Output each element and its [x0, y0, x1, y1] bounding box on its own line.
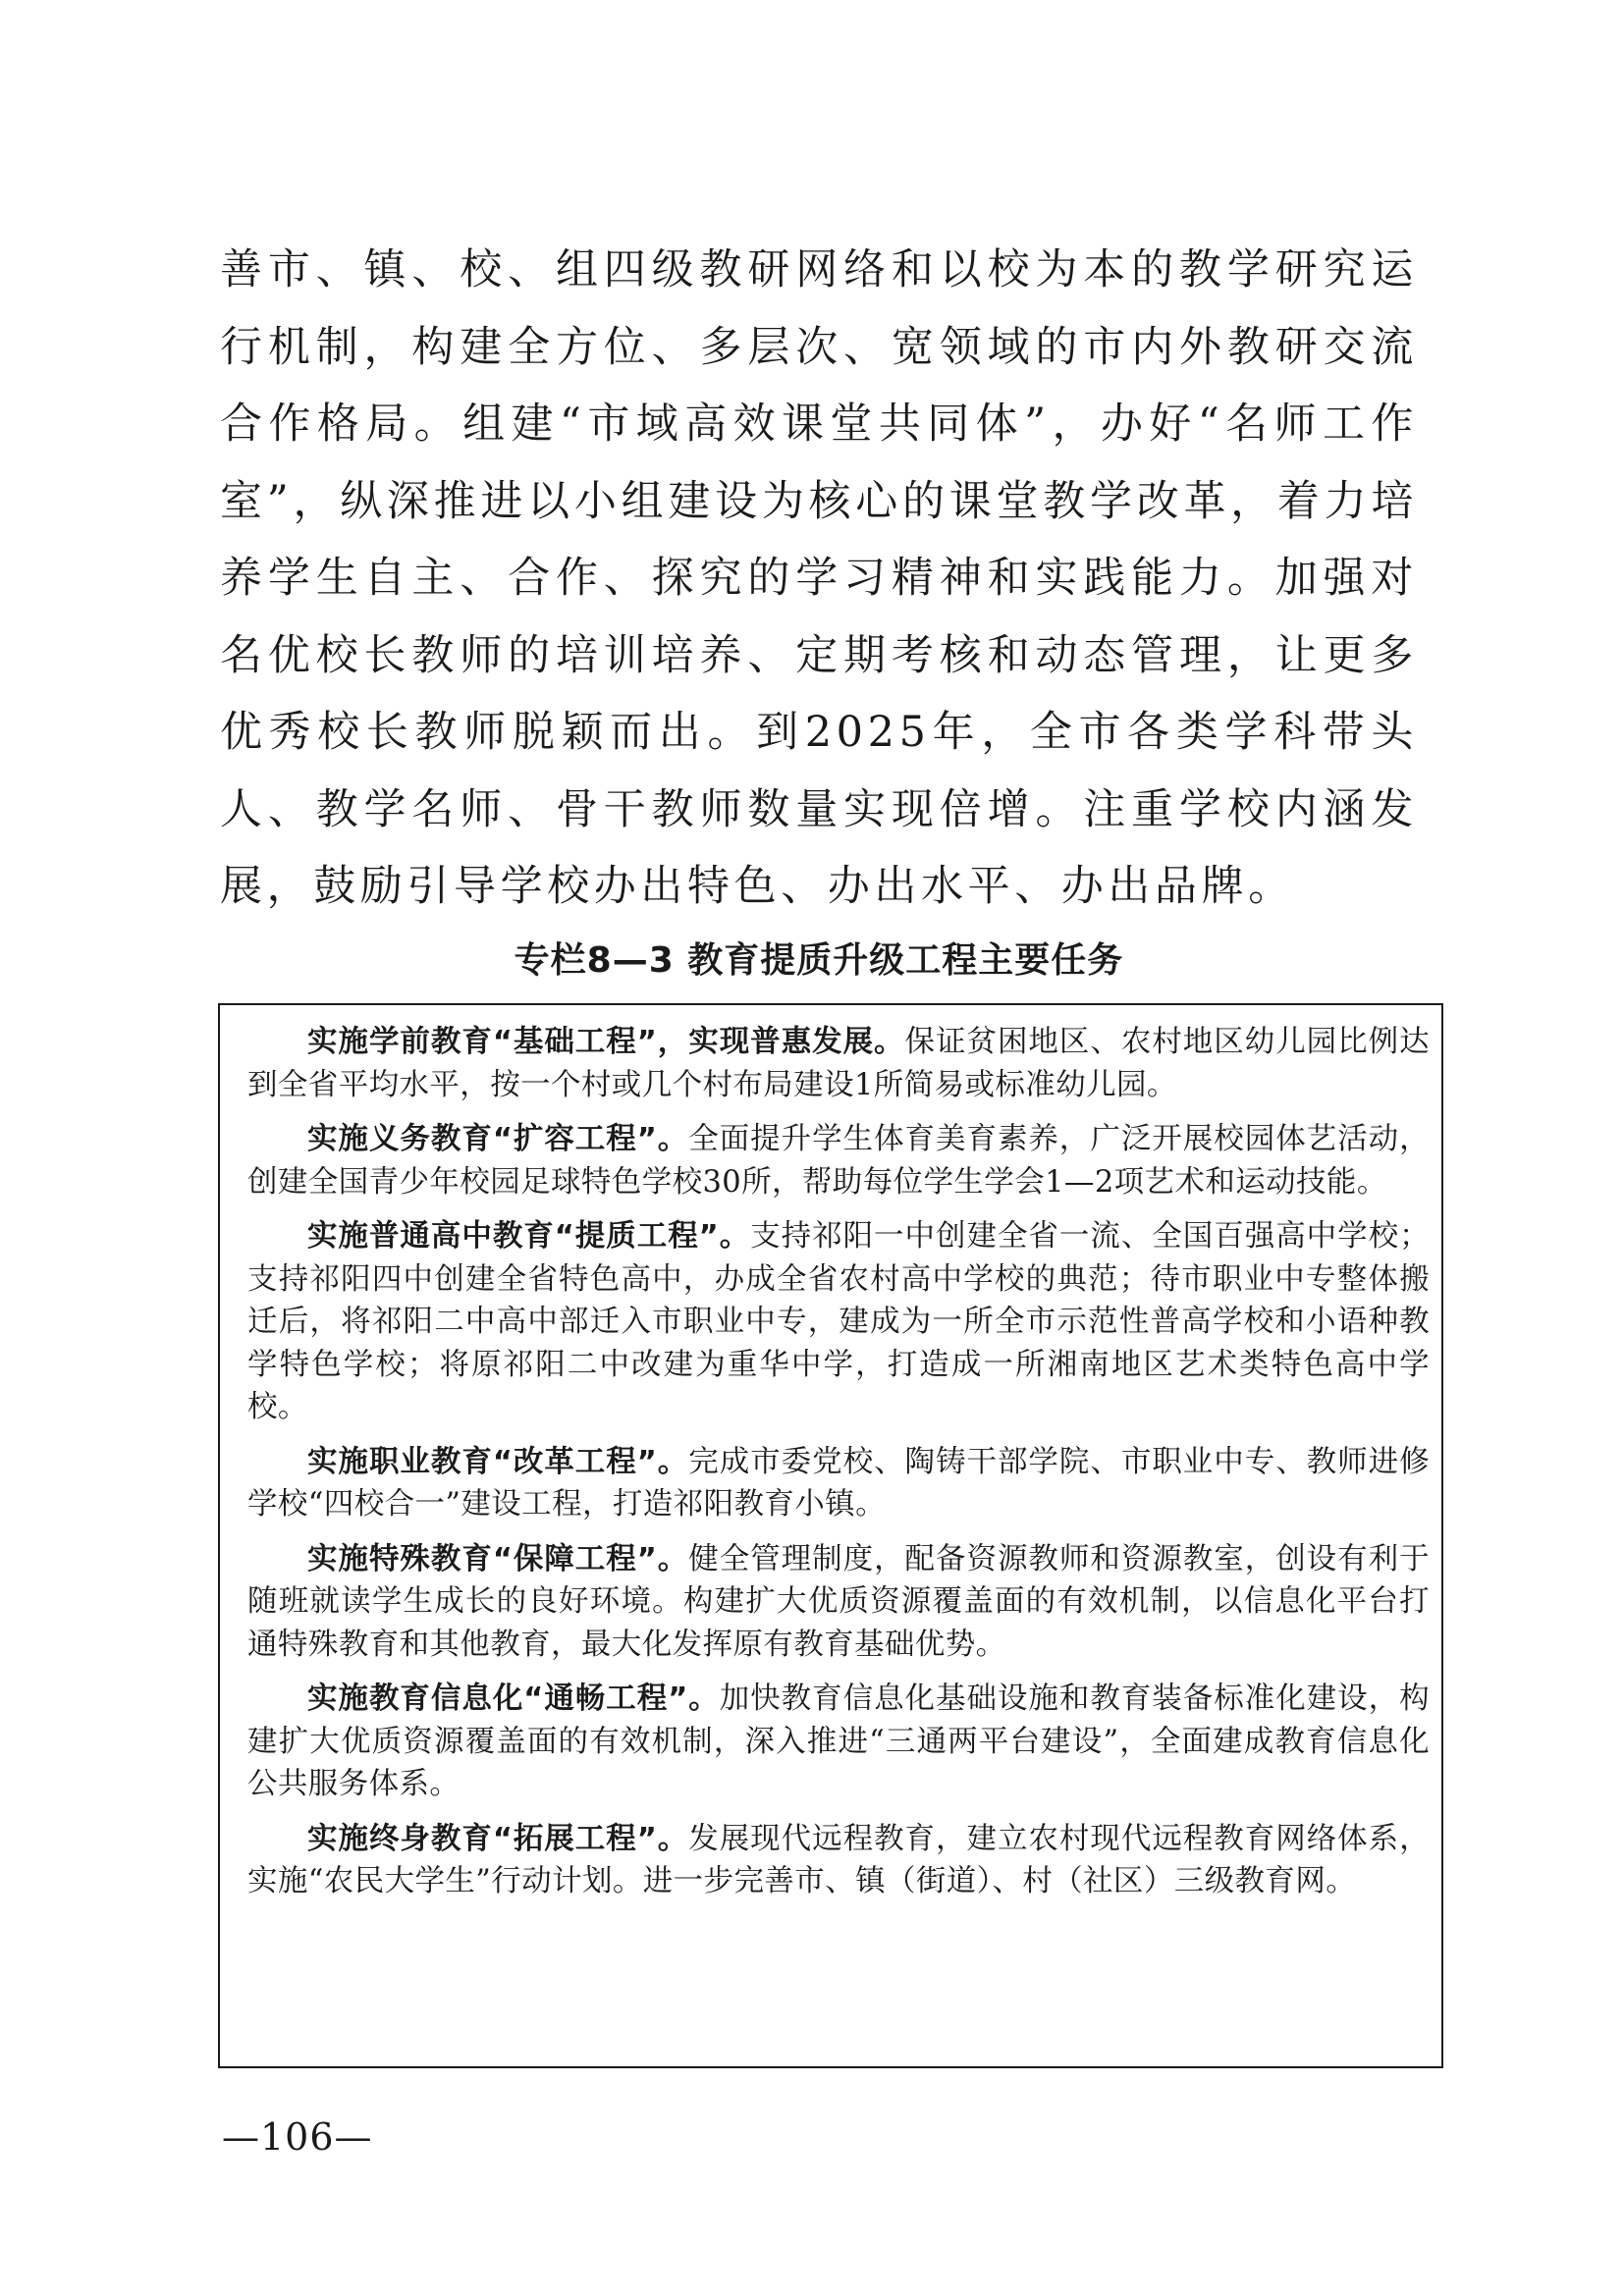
task-heading: 实施义务教育“扩容工程”。 — [307, 1122, 689, 1156]
task-text: 发展现代远程教育，建立农村现代远程教育网络体系，实施“农民大学生”行动计划。进一步完善市、镇（街道）、村（社区）三级教育网。 — [247, 1821, 1430, 1898]
task-box — [218, 1003, 1443, 2068]
task-heading: 实施教育信息化“通畅工程”。 — [307, 1682, 720, 1716]
page-number: —106— — [222, 2115, 373, 2159]
task-text: 完成市委党校、陶铸干部学院、市职业中专、教师进修学校“四校合一”建设工程，打造祁阳教育小镇。 — [247, 1444, 1430, 1522]
task-text: 健全管理制度，配备资源教师和资源教室，创设有利于随班就读学生成长的良好环境。构建扩大优质资源覆盖面的有效机制，以信息化平台打通特殊教育和其他教育，最大化发挥原有教育基础优势。 — [247, 1541, 1430, 1662]
box-title: 专栏8—3 教育提质升级工程主要任务 — [514, 940, 1124, 981]
task-text: 全面提升学生体育美育素养，广泛开展校园体艺活动，创建全国青少年校园足球特色学校30所，帮助每位学生学会1—2项艺术和运动技能。 — [247, 1122, 1430, 1200]
task-text: 支持祁阳一中创建全省一流、全国百强高中学校；支持祁阳四中创建全省特色高中，办成全省农村高中学校的典范；待市职业中专整体搬迁后，将祁阳二中高中部迁入市职业中专，建成为一所全市示范性普高学校和小语种教学特色学校；将原祁阳二中改建为重华中学，打造成一所湘南地区艺术类特色高中学校。 — [247, 1219, 1430, 1424]
task-heading: 实施特殊教育“保障工程”。 — [307, 1541, 689, 1576]
task-item — [247, 1215, 1430, 1429]
task-item — [247, 1818, 1430, 1903]
task-item — [247, 1021, 1430, 1106]
task-item — [247, 1441, 1430, 1526]
task-heading: 实施职业教育“改革工程”。 — [307, 1444, 689, 1479]
task-item — [247, 1118, 1430, 1203]
task-text: 加快教育信息化基础设施和教育装备标准化建设，构建扩大优质资源覆盖面的有效机制，深入推进“三通两平台建设”，全面建成教育信息化公共服务体系。 — [247, 1682, 1430, 1801]
task-item — [247, 1538, 1430, 1667]
task-item — [247, 1678, 1430, 1806]
task-heading: 实施学前教育“基础工程”，实现普惠发展。 — [307, 1025, 905, 1059]
body-paragraph: 善市、镇、校、组四级教研网络和以校为本的教学研究运行机制，构建全方位、多层次、宽领域的市内外教研交流合作格局。组建“市域高效课堂共同体”，办好“名师工作室”，纵深推进以小组建设为核心的课堂教学改革，着力培养学生自主、合作、探究的学习精神和实践能力。加强对名优校长教师的培训培养、定期考核和动态管理，让更多优秀校长教师脱颖而出。到2025年，全市各类学科带头人、教学名师、骨干教师数量实现倍增。注重学校内涵发展，鼓励引导学校办出特色、办出水平、办出品牌。 — [220, 245, 1418, 911]
task-heading: 实施普通高中教育“提质工程”。 — [307, 1219, 751, 1254]
task-heading: 实施终身教育“拓展工程”。 — [307, 1821, 689, 1856]
task-text: 保证贫困地区、农村地区幼儿园比例达到全省平均水平，按一个村或几个村布局建设1所简易或标准幼儿园。 — [247, 1025, 1430, 1102]
